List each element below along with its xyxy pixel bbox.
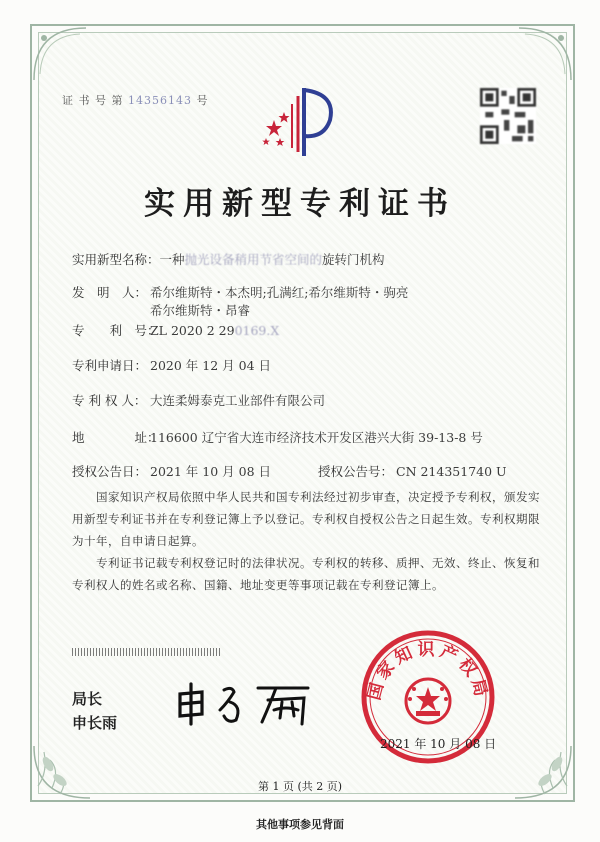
patentee-value: 大连柔姆泰克工业部件有限公司 xyxy=(150,393,326,408)
grant-number-row xyxy=(318,462,507,480)
utility-model-name-redacted: 抛光设备稍用节省空间的 xyxy=(184,252,323,267)
utility-model-name-label: 实用新型名称： xyxy=(72,252,160,267)
corner-ornament-top-left xyxy=(30,24,90,84)
patent-number-redacted: 0169.X xyxy=(234,323,280,338)
inventor-row-2 xyxy=(150,301,250,319)
corner-ornament-top-right xyxy=(515,24,575,84)
grant-date-row xyxy=(72,462,271,480)
address-value: 116600 辽宁省大连市经济技术开发区港兴大街 39-13-8 号 xyxy=(150,430,483,445)
director-title: 局长 xyxy=(72,690,103,708)
certificate-number-value: 14356143 xyxy=(128,94,192,107)
certificate-number-suffix: 号 xyxy=(196,94,209,107)
utility-model-name-row xyxy=(72,250,385,268)
barcode-strip xyxy=(72,648,222,656)
legal-status-paragraph: 专利证书记载专利权登记时的法律状况。专利权的转移、质押、无效、终止、恢复和专利权人的姓名或名称、国籍、地址变更等事项记载在专利登记簿上。 xyxy=(72,556,540,592)
certificate-title: 实用新型专利证书 xyxy=(144,186,456,222)
application-date-value: 2020 年 12 月 04 日 xyxy=(150,358,271,373)
inventor-line-2: 希尔维斯特・昂睿 xyxy=(150,303,251,318)
inventor-label: 发 明 人： xyxy=(72,285,148,300)
grant-date-label: 授权公告日： xyxy=(72,464,148,479)
page-indicator: 第 1 页 (共 2 页) xyxy=(257,780,343,793)
qr-code-icon xyxy=(480,88,536,144)
inventor-row xyxy=(72,283,408,301)
certificate-number-label: 证 书 号 第 xyxy=(62,94,124,107)
grant-number-value: CN 214351740 U xyxy=(396,464,507,479)
back-side-note: 其他事项参见背面 xyxy=(256,818,344,831)
seal-date: 2021 年 10 月 08 日 xyxy=(380,737,497,751)
utility-model-name-suffix: 旋转门机构 xyxy=(322,252,385,267)
address-row xyxy=(72,428,483,446)
inventor-line-1: 希尔维斯特・本杰明;孔满红;希尔维斯特・驹亮 xyxy=(150,285,409,300)
patent-number-value: ZL 2020 2 29 xyxy=(150,323,235,338)
director-signature xyxy=(172,680,322,726)
application-date-row xyxy=(72,356,271,374)
patent-number-row xyxy=(72,321,279,339)
cnipa-logo-icon xyxy=(254,82,344,162)
seal-text: 国家知识产权局 xyxy=(364,640,492,703)
grant-date-value: 2021 年 10 月 08 日 xyxy=(150,464,271,479)
patentee-row xyxy=(72,391,325,409)
patentee-label: 专 利 权 人： xyxy=(72,393,147,408)
grant-number-label: 授权公告号： xyxy=(318,464,394,479)
patent-number-label: 专 利 号： xyxy=(72,323,160,338)
address-label: 地 址： xyxy=(72,430,160,445)
application-date-label: 专利申请日： xyxy=(72,358,148,373)
certificate-number xyxy=(62,92,209,108)
grant-statement-paragraph: 国家知识产权局依照中华人民共和国专利法经过初步审查，决定授予专利权，颁发实用新型专利证书并在专利登记簿上予以登记。专利权自授权公告之日起生效。专利权期限为十年，自申请日起算。 xyxy=(72,490,540,548)
director-name: 申长雨 xyxy=(72,714,118,732)
utility-model-name-prefix: 一种 xyxy=(159,252,185,267)
